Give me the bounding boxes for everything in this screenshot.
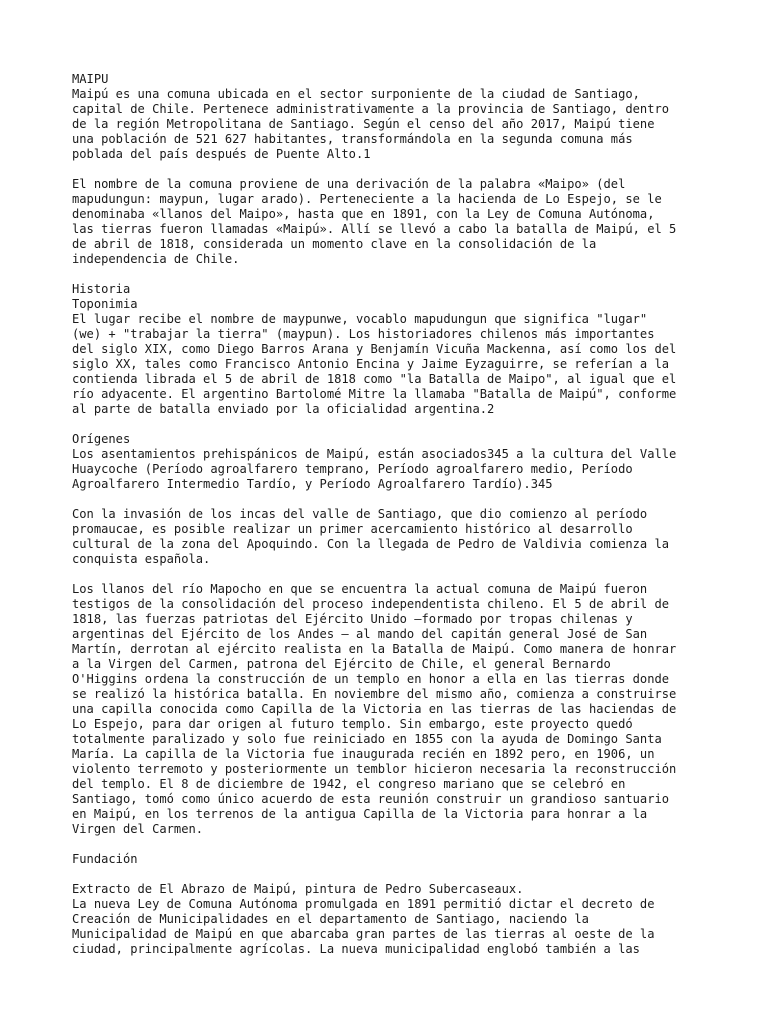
section-heading-historia: Historia [72, 282, 131, 296]
llanos-paragraph [72, 582, 712, 837]
name-origin-paragraph [72, 177, 712, 267]
text-line: siglo XX, tales como Francisco Antonio Encina y Jaime Eyzaguirre, se referían a la [72, 357, 670, 371]
document-title: MAIPU [72, 72, 109, 86]
text-line: independencia de Chile. [72, 252, 240, 266]
text-line: La nueva Ley de Comuna Autónoma promulgada en 1891 permitió dictar el decreto de [72, 897, 655, 911]
text-line: totalmente paralizado y solo fue reiniciado en 1855 con la ayuda de Domingo Santa [72, 732, 662, 746]
text-line: una población de 521 627 habitantes, transformándola en la segunda comuna más [72, 132, 633, 146]
text-line: conquista española. [72, 552, 211, 566]
incas-paragraph [72, 507, 712, 567]
text-line: Virgen del Carmen. [72, 822, 204, 836]
section-heading-toponimia: Toponimia [72, 297, 138, 311]
text-line: (we) + "trabajar la tierra" (maypun). Los historiadores chilenos más importantes [72, 327, 655, 341]
text-line: argentinas del Ejército de los Andes — al mando del capitán general José de San [72, 627, 648, 641]
text-line: en Maipú, en los terrenos de la antigua Capilla de la Victoria para honrar a la [72, 807, 648, 821]
text-line: El lugar recibe el nombre de maypunwe, vocablo mapudungun que significa "lugar" [72, 312, 648, 326]
text-line: promaucae, es posible realizar un primer acercamiento histórico al desarrollo [72, 522, 633, 536]
text-line: testigos de la consolidación del proceso independentista chileno. El 5 de abril de [72, 597, 670, 611]
text-line: Martín, derrotan al ejército realista en la Batalla de Maipú. Como manera de honrar [72, 642, 677, 656]
text-line: Creación de Municipalidades en el departamento de Santiago, naciendo la [72, 912, 589, 926]
text-line: del templo. El 8 de diciembre de 1942, el congreso mariano que se celebró en [72, 777, 626, 791]
toponimia-paragraph [72, 312, 712, 417]
text-line: cultural de la zona del Apoquindo. Con la llegada de Pedro de Valdivia comienza la [72, 537, 670, 551]
text-line: poblada del país después de Puente Alto.1 [72, 147, 371, 161]
text-line: capital de Chile. Pertenece administrativamente a la provincia de Santiago, dentro [72, 102, 670, 116]
fundacion-paragraph [72, 882, 712, 957]
text-line: Maipú es una comuna ubicada en el sector surponiente de la ciudad de Santiago, [72, 87, 640, 101]
text-line: al parte de batalla enviado por la oficialidad argentina.2 [72, 402, 495, 416]
text-line: río adyacente. El argentino Bartolomé Mitre la llamaba "Batalla de Maipú", conforme [72, 387, 677, 401]
section-heading-origenes: Orígenes [72, 432, 131, 446]
text-line: contienda librada el 5 de abril de 1818 como "la Batalla de Maipo", al igual que el [72, 372, 677, 386]
text-line: del siglo XIX, como Diego Barros Arana y Benjamín Vicuña Mackenna, así como los del [72, 342, 677, 356]
text-line: O'Higgins ordena la construcción de un templo en honor a ella en las tierras donde [72, 672, 670, 686]
text-line: 1818, las fuerzas patriotas del Ejército Unido —formado por tropas chilenas y [72, 612, 633, 626]
text-line: una capilla conocida como Capilla de la Victoria en las tierras de las haciendas de [72, 702, 677, 716]
document-page [72, 72, 712, 957]
text-line: El nombre de la comuna proviene de una derivación de la palabra «Maipo» (del [72, 177, 626, 191]
text-line: violento terremoto y posteriormente un temblor hicieron necesaria la reconstrucción [72, 762, 677, 776]
section-heading-fundacion: Fundación [72, 852, 138, 866]
text-line: Santiago, tomó como único acuerdo de esta reunión construir un grandioso santuario [72, 792, 670, 806]
text-line: se realizó la histórica batalla. En noviembre del mismo año, comienza a construirse [72, 687, 677, 701]
origenes-paragraph [72, 447, 712, 492]
text-line: a la Virgen del Carmen, patrona del Ejército de Chile, el general Bernardo [72, 657, 611, 671]
text-line: de la región Metropolitana de Santiago. Según el censo del año 2017, Maipú tiene [72, 117, 655, 131]
text-line: Los asentamientos prehispánicos de Maipú, están asociados345 a la cultura del Valle [72, 447, 677, 461]
text-line: Extracto de El Abrazo de Maipú, pintura de Pedro Subercaseaux. [72, 882, 524, 896]
text-line: Huaycoche (Período agroalfarero temprano, Período agroalfarero medio, Período [72, 462, 633, 476]
text-line: María. La capilla de la Victoria fue inaugurada recién en 1892 pero, en 1906, un [72, 747, 655, 761]
text-line: denominaba «llanos del Maipo», hasta que en 1891, con la Ley de Comuna Autónoma, [72, 207, 655, 221]
text-line: Con la invasión de los incas del valle de Santiago, que dio comienzo al período [72, 507, 648, 521]
text-line: mapudungun: maypun, lugar arado). Perteneciente a la hacienda de Lo Espejo, se le [72, 192, 662, 206]
text-line: Municipalidad de Maipú en que abarcaba gran partes de las tierras al oeste de la [72, 927, 655, 941]
text-line: Lo Espejo, para dar origen al futuro templo. Sin embargo, este proyecto quedó [72, 717, 633, 731]
intro-paragraph [72, 87, 712, 162]
text-line: ciudad, principalmente agrícolas. La nueva municipalidad englobó también a las [72, 942, 640, 956]
text-line: las tierras fueron llamadas «Maipú». Allí se llevó a cabo la batalla de Maipú, el 5 [72, 222, 677, 236]
text-line: Agroalfarero Intermedio Tardío, y Período Agroalfarero Tardío).345 [72, 477, 553, 491]
text-line: Los llanos del río Mapocho en que se encuentra la actual comuna de Maipú fueron [72, 582, 648, 596]
text-line: de abril de 1818, considerada un momento clave en la consolidación de la [72, 237, 597, 251]
